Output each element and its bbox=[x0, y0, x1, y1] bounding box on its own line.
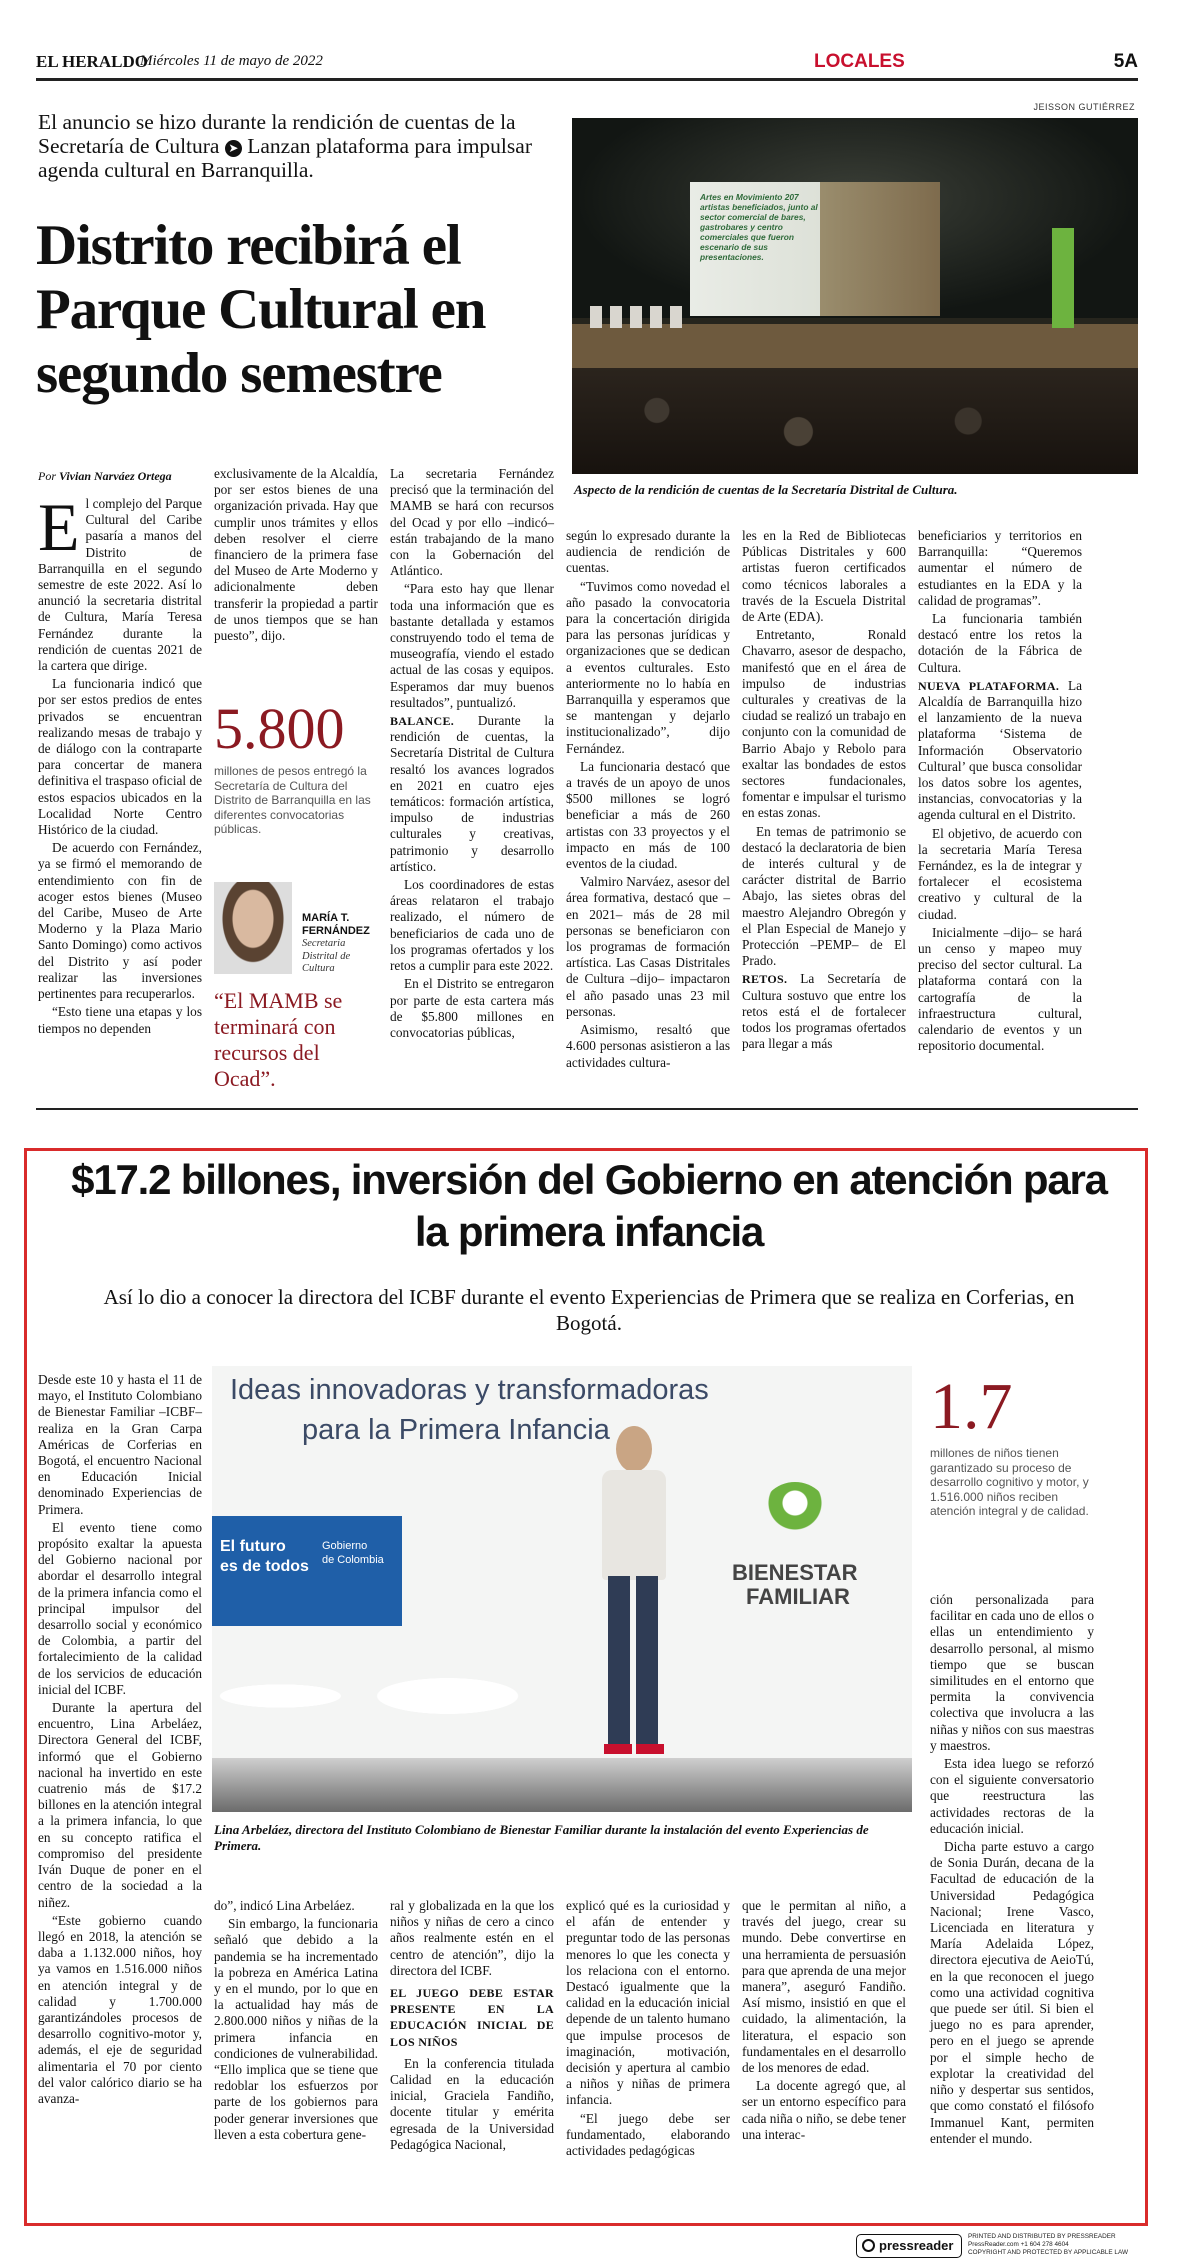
lounge-chairs bbox=[212, 1636, 592, 1736]
story1-headline: Distrito recibirá el Parque Cultural en segundo semestre bbox=[36, 214, 486, 405]
section-divider bbox=[36, 1108, 1138, 1110]
story2-subhead: Así lo dio a conocer la directora del ICBF durante el evento Experiencias de Primera que se realiza en Corferias, en Bogotá. bbox=[103, 1285, 1075, 1335]
story1-kicker bbox=[38, 110, 563, 182]
stat-box bbox=[214, 698, 378, 837]
subhead-plataforma: NUEVA PLATAFORMA. bbox=[918, 678, 1060, 693]
footer-legal: PRINTED AND DISTRIBUTED BY PRESSREADER PressReader.com +1 604 278 4604 COPYRIGHT AND PROTECTED BY APPLICABLE LAW bbox=[968, 2233, 1129, 2256]
subhead-balance: BALANCE. bbox=[390, 714, 455, 729]
stat-box-2 bbox=[930, 1370, 1096, 1519]
byline-author: Vivian Narváez Ortega bbox=[59, 469, 172, 483]
presentation-screen bbox=[690, 182, 940, 316]
story1-column-4: según lo expresado durante la audiencia de rendición de cuentas. “Tuvimos como novedad el año pasado la convocatoria para la concertación dirigida para las personas jurídicas y organizaciones que se dedican a eventos culturales. Esto anteriormente no lo había en Barranquilla y esperamos que se mantengan y dejarlo institucionalizado”, dijo Fernández. La funcionaria destacó que a través de un apoyo de unos $500 millones se logró beneficiar a más de 260 artistas con 33 proyectos y el impacto en más de 100 eventos de la ciudad. Valmiro Narváez, asesor del área formativa, destacó que –en 2021– más de 28 mil personas se beneficiaron con los programas de formación artística. Las Casas Distritales de Cultura –dijo– impactaron el año pasado unas 23 mil personas. Asimismo, resaltó que 4.600 personas asistieron a las actividades cultura- bbox=[566, 528, 730, 1070]
stage-floor bbox=[572, 324, 1138, 370]
green-banner bbox=[1052, 228, 1074, 328]
story2-column-4: explicó qué es la curiosidad y el afán de entender y preguntar todo de las personas menores lo que les conecta y los relaciona con el entorno. Destacó igualmente que la calidad en la educación inicial depende de un talento humano que impulse procesos de imaginación, motivación, decisión y apertura al cambio a niños y niñas de primera infancia. “El juego debe ser fundamentado, elaborando actividades pedagógicas bbox=[566, 1898, 730, 2159]
story1-caption: Aspecto de la rendición de cuentas de la Secretaría Distrital de Cultura. bbox=[574, 482, 958, 497]
photo-credit: JEISSON GUTIÉRREZ bbox=[1033, 102, 1135, 112]
audience bbox=[572, 368, 1138, 474]
banner-title-2: para la Primera Infancia bbox=[302, 1414, 610, 1446]
arrow-circle-icon: ➤ bbox=[225, 140, 242, 157]
person-name: MARÍA T. FERNÁNDEZ bbox=[302, 912, 370, 937]
panel-chairs bbox=[590, 306, 690, 328]
story2-photo bbox=[212, 1366, 912, 1812]
page-header bbox=[36, 50, 1138, 76]
banner-title-1: Ideas innovadoras y transformadoras bbox=[230, 1374, 709, 1406]
subhead-juego: EL JUEGO DEBE ESTAR PRESENTE EN LA EDUCACIÓN INICIAL DE LOS NIÑOS bbox=[390, 1986, 554, 2049]
story2-column-2: do”, indicó Lina Arbeláez. Sin embargo, la funcionaria señaló que debido a la pandemia se ha incrementado la pobreza en América Latina y en el mundo, por lo que en la actualidad hay más de 2.800.000 niños y niñas de la primera infancia en condiciones de vulnerabilidad. “Ello implica que se tiene que redoblar los esfuerzos por parte de los gobiernos para poder generar inversiones que lleven a esta cobertura gene- bbox=[214, 1898, 378, 2142]
dropcap: E bbox=[38, 489, 80, 565]
page-number: 5A bbox=[1113, 51, 1138, 72]
story1-column-5: les en la Red de Bibliotecas Públicas Distritales y 600 artistas fueron certificados como técnicos laborales a través de la Escuela Distrital de Arte (EDA). Entretanto, Ronald Chavarro, asesor de despacho, manifestó que en el área de impulso de industrias culturales y creativas de la ciudad se realizó un trabajo en conjunto con la comunidad de Barrio Abajo y Rebolo para exaltar las bondades de estos sectores fundacionales, fomentar e impulsar el turismo en estas zonas. En temas de patrimonio se destacó la declaratoria de bien de interés cultural y de carácter distrital de Barrio Abajo, las sietes obras del maestro Alejandro Obregón y el Plan Especial de Manejo y Protección –PEMP– de El Prado. RETOS. La Secretaría de Cultura sostuvo que entre los retos está el de fortalecer todos los programas ofertados para llegar a más bbox=[742, 528, 907, 1052]
pressreader-brand: pressreader bbox=[879, 2238, 954, 2253]
header-rule bbox=[36, 78, 1138, 81]
story1-column-1: E l complejo del Parque Cultural del Caribe pasaría a manos del Distrito de Barranquilla en el segundo semestre de este 2022. Así lo anunció la secretaria distrital de Cultura, María Teresa Fernández durante la rendición de cuentas 2021 de la cartera que dirige. La funcionaria indicó que por ser estos predios de entes privados se encuentran realizando mesas de trabajo y de diálogo con la contraparte para concertar de manera definitiva el traspaso oficial de estos espacios ubicados en la Localidad Norte Centro Histórico de la ciudad. De acuerdo con Fernández, ya se firmó el memorando de entendimiento con fin de acoger estos bienes (Museo del Caribe, Museo de Arte Moderno y la Plaza Mario Santo Domingo) como activos del Distrito y así poder realizar las inversiones pertinentes para recuperarlos. “Esto tiene una etapas y los tiempos no dependen bbox=[38, 489, 202, 1036]
story1-photo bbox=[572, 118, 1138, 474]
pressreader-logo-icon bbox=[862, 2239, 875, 2252]
issue-date: Miércoles 11 de mayo de 2022 bbox=[140, 53, 323, 69]
byline: Por Vivian Narváez Ortega bbox=[38, 469, 172, 483]
story2-headline: $17.2 billones, inversión del Gobierno en atención para la primera infancia bbox=[71, 1156, 1107, 1255]
story2-column-5: que le permitan al niño, a través del juego, crear su mundo. Debe convertirse en una herramienta de persuasión para que aprenda de una mejor manera”, aseguró Fandiño. Así mismo, insistió en que el cuidado, la alimentación, la literatura, el espacio son fundamentales en el desarrollo de los menores de edad. La docente agregó que, al ser un entorno específico para cada niña o niño, se debe tener una interac- bbox=[742, 1898, 906, 2142]
subhead-retos: RETOS. bbox=[742, 972, 788, 987]
stage-base bbox=[212, 1758, 912, 1812]
stat-text: millones de pesos entregó la Secretaría de Cultura del Distrito de Barranquilla en las diferentes convocatorias públicas. bbox=[214, 764, 371, 836]
story2-column-1: Desde este 10 y hasta el 11 de mayo, el Instituto Colombiano de Bienestar Familiar –ICBF– realiza en la Gran Carpa Américas de Corferias en Bogotá, el encuentro Nacional en Educación Inicial denominado Experiencias de Primera. El evento tiene como propósito exaltar la apuesta del Gobierno nacional por abordar el desarrollo integral de la primera infancia como el principal impulsor del desarrollo social y económico de Colombia, a partir del fortalecimiento de la calidad de los servicios de educación inicial del ICBF. Durante la apertura del encuentro, Lina Arbeláez, Directora General del ICBF, informó que el Gobierno nacional ha invertido en este cuatrenio más de $17.2 billones en la atención integral a la primera infancia, lo que en su concepto ratifica el compromiso del presidente Iván Duque de poner en el centro de la sociedad a la niñez. “Este gobierno cuando llegó en 2018, la atención se daba a 1.132.000 niños, hoy ya vamos en 1.516.000 niños en atención integral y de calidad y 1.700.000 garantizándoles procesos de desarrollo cognitivo-motor y, además, el eje de seguridad alimentaria el 70 por ciento del valor calórico diario se ha avanza- bbox=[38, 1372, 202, 2106]
stat-text-2: millones de niños tienen garantizado su proceso de desarrollo cognitivo y motor, y 1.516.000 niños reciben atención integral y de calidad. bbox=[930, 1446, 1089, 1518]
pressreader-badge[interactable] bbox=[856, 2234, 962, 2258]
person-card bbox=[302, 912, 378, 976]
stat-number-2: 1.7 bbox=[930, 1370, 1013, 1443]
pull-quote: “El MAMB se terminará con recursos del Ocad”. bbox=[214, 988, 343, 1091]
story2-caption: Lina Arbeláez, directora del Instituto Colombiano de Bienestar Familiar durante la instalación del evento Experiencias de Primera. bbox=[214, 1822, 869, 1853]
bienestar-logo: BIENESTAR FAMILIAR bbox=[722, 1482, 872, 1612]
speaker bbox=[592, 1426, 676, 1776]
blue-panel: El futuro es de todos Gobierno de Colombia bbox=[212, 1516, 402, 1626]
story1-column-3: La secretaria Fernández precisó que la terminación del MAMB se hará con recursos del Ocad y por ello –indicó– están trabajando de la mano con la Gobernación del Atlántico. “Para esto hay que llenar toda una información que es bastante detallada y estamos construyendo todo el tema de museografía, viendo el estado actual de las cosas y equipos. Esperamos dar muy buenos resultados”, puntualizó. BALANCE. Durante la rendición de cuentas, la Secretaría Distrital de Cultura resaltó los avances logrados en 2021 en cuatro ejes temáticos: formación artística, impulso de industrias culturales y creativas, patrimonio y desarrollo artístico. Los coordinadores de estas áreas relataron el trabajo realizado, el número de beneficiarios de cada uno de los programas ofertados y los retos a cumplir para este 2022. En el Distrito se entregaron por parte de esta cartera más de $5.800 millones en convocatorias públicas, bbox=[390, 466, 554, 1040]
portrait-photo bbox=[214, 882, 292, 974]
story1-column-6: beneficiarios y territorios en Barranquilla: “Queremos aumentar el número de estudiantes en la EDA y la calidad de programas”. La funcionaria también destacó entre los retos la dotación de la Fábrica de Cultura. NUEVA PLATAFORMA. La Alcaldía de Barranquilla hizo el lanzamiento de la nueva plataforma ‘Sistema de Información Observatorio Cultural’ que busca consolidar los datos sobre los agentes, instancias, convocatorias y la agenda cultural en el Distrito. El objetivo, de acuerdo con la secretaria María Teresa Fernández, es la de integrar y fortalecer el ecosistema creativo y cultural de la ciudad. Inicialmente –dijo– se hará un censo y mapeo muy preciso del sector cultural. La plataforma contará con la cartografía de la infraestructura cultural, calendario de eventos y un repositorio documental. bbox=[918, 528, 1082, 1054]
kicker-part-a: El anuncio se hizo durante la rendición de cuentas de la Secretaría de Cultura bbox=[38, 110, 516, 158]
logo-hands-icon bbox=[760, 1482, 830, 1552]
screen-text: Artes en Movimiento 207 artistas beneficiados, junto al sector comercial de bares, gastrobares y centro comerciales que fueron escenario de sus presentaciones. bbox=[700, 192, 818, 262]
story2-column-6: ción personalizada para facilitar en cada uno de ellos o ellas un entendimiento y desarrollo personal, al mismo tiempo que se buscan similitudes en el entorno que permita la convivencia colectiva que involucra a las niñas y niños con sus maestras y maestros. Esta idea luego se reforzó con el siguiente conversatorio que reestructura las actividades rectoras de la educación inicial. Dicha parte estuvo a cargo de Sonia Durán, decana de la Facultad de educación de la Universidad Pedagógica Nacional; Irene Vasco, Licenciada en literatura y María Adelaida López, directora ejecutiva de AeioTú, en la que reconocen el juego como una actividad cognitiva que puede ser útil. Si bien el juego no es para aprender, pero en el juego se aprende por el simple hecho de explotar la creatividad del niño y despertar sus sentidos, que como constató el filósofo Immanuel Kant, permiten entender el mundo. bbox=[930, 1592, 1094, 2146]
person-role: Secretaria Distrital de Cultura bbox=[302, 938, 351, 974]
paper-name: EL HERALDO bbox=[36, 52, 148, 71]
stat-number: 5.800 bbox=[214, 696, 345, 761]
kicker-part-b: Lanzan plataforma para impulsar agenda cultural en Barranquilla. bbox=[38, 134, 532, 182]
story1-column-2: exclusivamente de la Alcaldía, por ser estos bienes de una organización privada. Hay que cumplir unos trámites y ellos deben resolver el cierre financiero de la primera fase del Museo de Arte Moderno y adicionalmente deben transferir la propiedad a partir de unos tiempos que se han puesto”, dijo. bbox=[214, 466, 378, 644]
story2-column-3: ral y globalizada en la que los niños y niñas de cero a cinco años realmente estén en el centro de atención”, dijo la directora del ICBF. EL JUEGO DEBE ESTAR PRESENTE EN LA EDUCACIÓN INICIAL DE LOS NIÑOS En la conferencia titulada Calidad en la educación inicial, Graciela Fandiño, docente titular y emérita egresada de la Universidad Pedagógica Nacional, bbox=[390, 1898, 554, 2152]
section-name: LOCALES bbox=[814, 51, 905, 72]
